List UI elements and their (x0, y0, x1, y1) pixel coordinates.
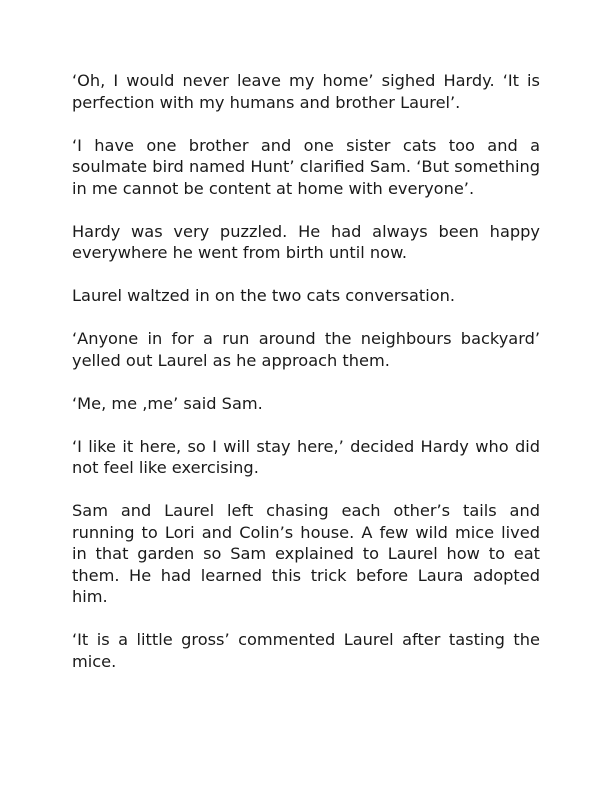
paragraph-sam-siblings: ‘I have one brother and one sister cats too and a soulmate bird named Hunt’ clarified Sam. ‘But something in me cannot be content at home with everyone’. (72, 135, 540, 198)
paragraph-gross: ‘It is a little gross’ commented Laurel after tasting the mice. (72, 630, 540, 671)
paragraph-sam-me: ‘Me, me ,me’ said Sam. (72, 393, 263, 413)
paragraph-laurel-waltzed: Laurel waltzed in on the two cats conversation. (72, 286, 456, 305)
story-page (72, 70, 540, 694)
paragraph-hardy-home: ‘Oh, I would never leave my home’ sighed Hardy. ‘It is perfection with my humans and brother Laurel’. (72, 71, 540, 112)
paragraph-hardy-stay: ‘I like it here, so I will stay here,’ decided Hardy who did not feel like exercising. (72, 436, 540, 477)
paragraph-laurel-run: ‘Anyone in for a run around the neighbours backyard’ yelled out Laurel as he approach them. (72, 329, 540, 370)
paragraph-mice-garden: Sam and Laurel left chasing each other’s tails and running to Lori and Colin’s house. A few wild mice lived in that garden so Sam explained to Laurel how to eat them. He had learned this trick before Laura adopted him. (72, 501, 540, 606)
paragraph-hardy-puzzled: Hardy was very puzzled. He had always been happy everywhere he went from birth until now. (72, 221, 540, 262)
